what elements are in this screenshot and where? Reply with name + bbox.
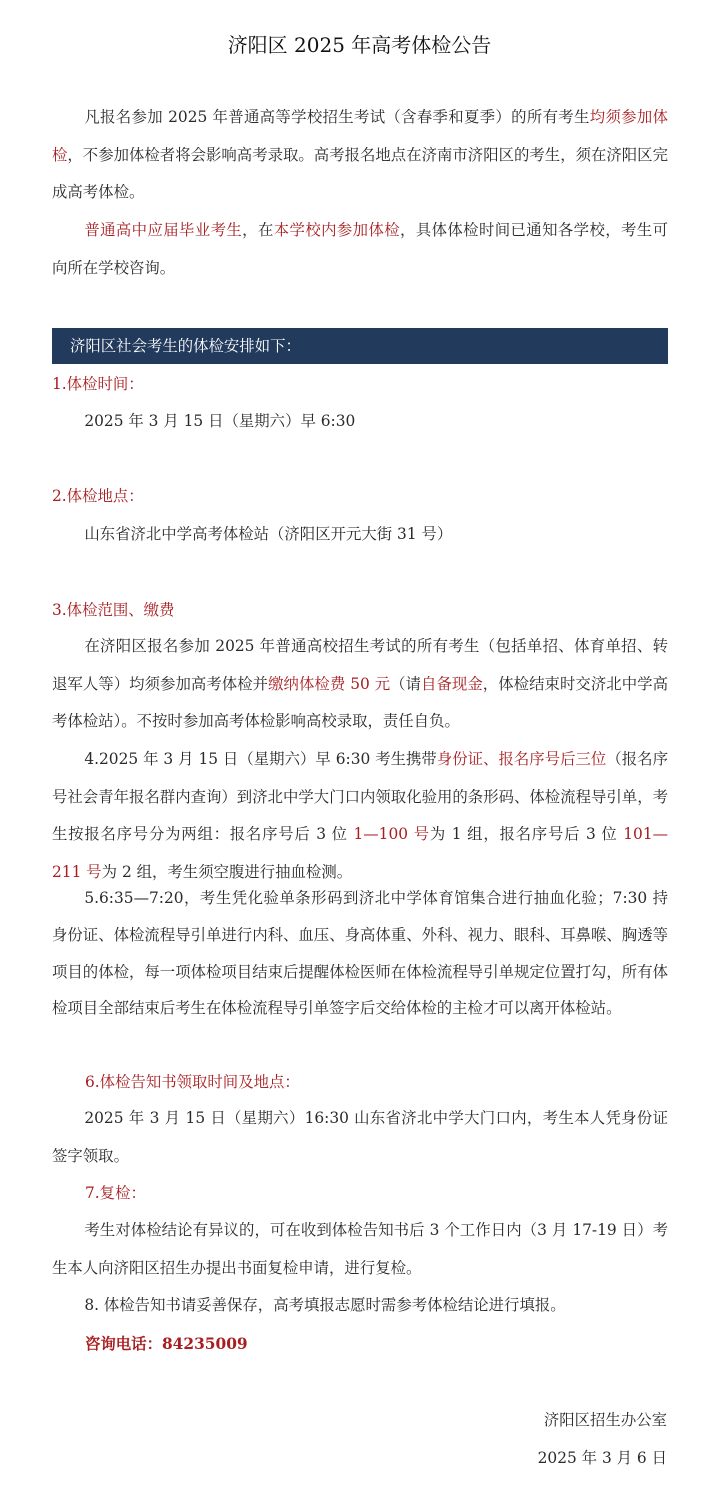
section-3-text	[52, 628, 668, 741]
highlight-run: 本学校内参加体检	[273, 221, 401, 239]
intro-paragraph-2	[52, 212, 668, 287]
text-run: （报名序号社会青年报名群内查询）到济北中学大门口内领取化验用的条形码、体检流程导引单，考生按报名序号分为两组：报名序号后 3 位	[52, 750, 668, 843]
section-4-text	[52, 741, 668, 891]
section-1-heading: 1.体检时间：	[52, 375, 144, 393]
highlight-run: 身份证、报名序号后三位	[436, 750, 607, 768]
text-run: ，体检结束时交济北中学高考体检站）。不按时参加高考体检影响高校录取，责任自负。	[52, 674, 668, 730]
section-5-text: 5.6:35—7:20，考生凭化验单条形码到济北中学体育馆集合进行抽血化验；7:30 持身份证、体检流程导引单进行内科、血压、身高体重、外科、视力、眼科、耳鼻喉、胸透等项目的体检，每一项体检项目结束后提醒体检医师在体检流程导引单规定位置打勾，所有体检项目全部结束后考生在体检流程导引单签字后交给体检的主检才可以离开体检站。	[52, 889, 668, 1018]
text-run: ，不参加体检者将会影响高考录取。高考报名地点在济南市济阳区的考生，须在济阳区完成高考体检。	[52, 145, 668, 201]
text-run: 为 2 组，考生须空腹进行抽血检测。	[101, 862, 353, 881]
text-run: （请	[390, 674, 422, 693]
section-6-text: 2025 年 3 月 15 日（星期六）16:30 山东省济北中学大门口内，考生本人凭身份证签字领取。	[52, 1109, 668, 1165]
signature-date: 2025 年 3 月 6 日	[537, 1449, 667, 1467]
text-run: 为 1 组，报名序号后 3 位	[429, 825, 624, 843]
page-title: 济阳区 2025 年高考体检公告	[227, 33, 492, 57]
section-header-bar: 济阳区社会考生的体检安排如下：	[52, 328, 668, 364]
intro-paragraph-1	[52, 99, 668, 212]
section-6-heading: 6.体检告知书领取时间及地点：	[85, 1073, 300, 1091]
text-run: 凡报名参加 2025 年普通高等学校招生考试（含春季和夏季）的所有考生	[84, 108, 590, 126]
section-3-heading: 3.体检范围、缴费	[52, 601, 175, 619]
section-8-text: 8. 体检告知书请妥善保存，高考填报志愿时需参考体检结论进行填报。	[84, 1296, 566, 1314]
highlight-run: 101—211 号	[52, 825, 669, 881]
text-run: 在济阳区报名参加 2025 年普通高校招生考试的所有考生（包括单招、体育单招、转退军人等）均须参加高考体检并	[52, 637, 668, 693]
section-7-text: 考生对体检结论有异议的，可在收到体检告知书后 3 个工作日内（3 月 17-19 日）考生本人向济阳区招生办提出书面复检申请，进行复检。	[52, 1221, 668, 1277]
text-run: 4.2025 年 3 月 15 日（星期六）早 6:30 考生携带	[84, 750, 437, 768]
section-7-heading: 7.复检：	[85, 1184, 146, 1202]
text-run: ，在	[242, 221, 274, 239]
section-2-text: 山东省济北中学高考体检站（济阳区开元大街 31 号）	[84, 525, 453, 543]
highlight-run: 1—100 号	[353, 825, 430, 843]
contact-phone: 咨询电话：84235009	[85, 1335, 248, 1353]
highlight-run: 均须参加体检	[52, 108, 668, 164]
section-1-text: 2025 年 3 月 15 日（星期六）早 6:30	[84, 412, 356, 430]
highlight-run: 自备现金	[421, 674, 483, 693]
highlight-run: 普通高中应届毕业考生	[84, 221, 243, 239]
text-run: ，具体体检时间已通知各学校，考生可向所在学校咨询。	[52, 221, 668, 277]
highlight-run: 缴纳体检费 50 元	[268, 674, 391, 693]
signature-office: 济阳区招生办公室	[543, 1411, 667, 1429]
section-2-heading: 2.体检地点：	[52, 487, 144, 505]
